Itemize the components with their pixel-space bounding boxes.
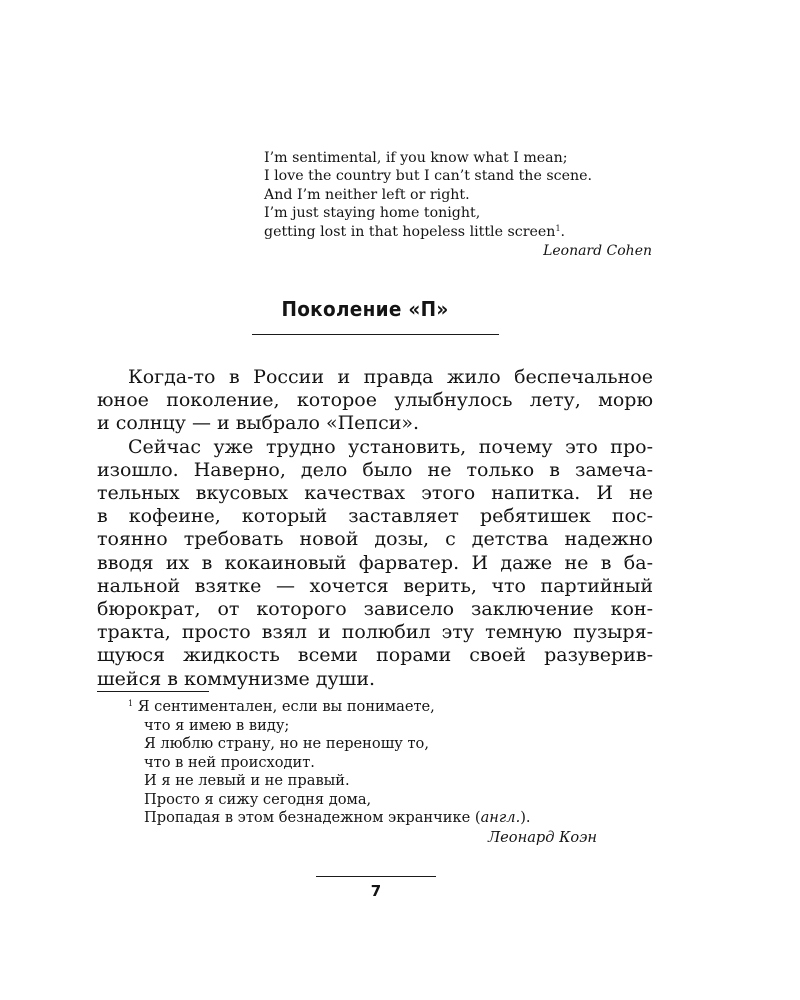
body-text xyxy=(97,366,653,691)
title-divider xyxy=(252,334,499,335)
footnote-author: Леонард Коэн xyxy=(487,828,597,846)
footnote-close-paren: ). xyxy=(520,809,531,826)
body-line: бюрократ, от которого зависело заключение кон- xyxy=(97,598,653,621)
footnote-line-text: Пропадая в этом безнадежном экранчике ( xyxy=(144,809,481,826)
body-line: щуюся жидкость всеми порами своей разуверив- xyxy=(97,644,653,667)
footnote xyxy=(128,698,608,847)
epigraph-line-text: getting lost in that hopeless little screen xyxy=(264,223,556,240)
footnote-line: что я имею в виду; xyxy=(144,716,290,734)
footnote-line: Просто я сижу сегодня дома, xyxy=(144,790,372,808)
body-line: изошло. Наверно, дело было не только в замеча- xyxy=(97,458,653,481)
body-line: тоянно требовать новой дозы, с детства надежно xyxy=(97,528,653,551)
page-number-divider xyxy=(316,876,436,877)
page-number: 7 xyxy=(370,882,382,900)
body-line: и солнцу — и выбрало «Пепси». xyxy=(97,412,420,435)
footnote-line xyxy=(128,809,608,828)
body-line: юное поколение, которое улыбнулось лету, морю xyxy=(97,389,653,412)
footnote-divider xyxy=(97,691,209,692)
body-line: вводя их в кокаиновый фарватер. И даже не в ба- xyxy=(97,551,653,574)
body-line: шейся в коммунизме души. xyxy=(97,667,376,690)
epigraph-line: I love the country but I can’t stand the scene. xyxy=(264,168,593,185)
body-line: Сейчас уже трудно установить, почему это про- xyxy=(128,435,653,458)
epigraph xyxy=(264,149,652,260)
epigraph-line: I’m just staying home tonight, xyxy=(264,205,481,222)
body-line: в кофеине, который заставляет ребятишек пос- xyxy=(97,505,653,528)
footnote-marker[interactable]: 1 xyxy=(555,223,561,233)
language-abbreviation: англ. xyxy=(480,809,521,826)
body-line: тракта, просто взял и полюбил эту темную пузыря- xyxy=(97,621,653,644)
epigraph-line xyxy=(264,223,652,241)
footnote-number: 1 xyxy=(128,699,134,708)
epigraph-line: And I’m neither left or right. xyxy=(264,186,470,203)
footnote-line: что в ней происходит. xyxy=(144,753,315,771)
chapter-title: Поколение «П» xyxy=(281,297,449,321)
footnote-line xyxy=(128,698,608,717)
footnote-line-text: Я сентиментален, если вы понимаете, xyxy=(137,698,435,715)
body-line: нальной взятке — хочется верить, что партийный xyxy=(97,574,653,597)
body-line: Когда-то в России и правда жило беспечальное xyxy=(128,366,653,388)
footnote-line: Я люблю страну, но не переношу то, xyxy=(144,735,429,752)
epigraph-author: Leonard Cohen xyxy=(543,243,652,260)
epigraph-line: I’m sentimental, if you know what I mean; xyxy=(264,150,568,166)
footnote-line: И я не левый и не правый. xyxy=(144,772,350,789)
epigraph-final-punct: . xyxy=(560,223,566,240)
body-line: тельных вкусовых качествах этого напитка. И не xyxy=(97,482,653,505)
